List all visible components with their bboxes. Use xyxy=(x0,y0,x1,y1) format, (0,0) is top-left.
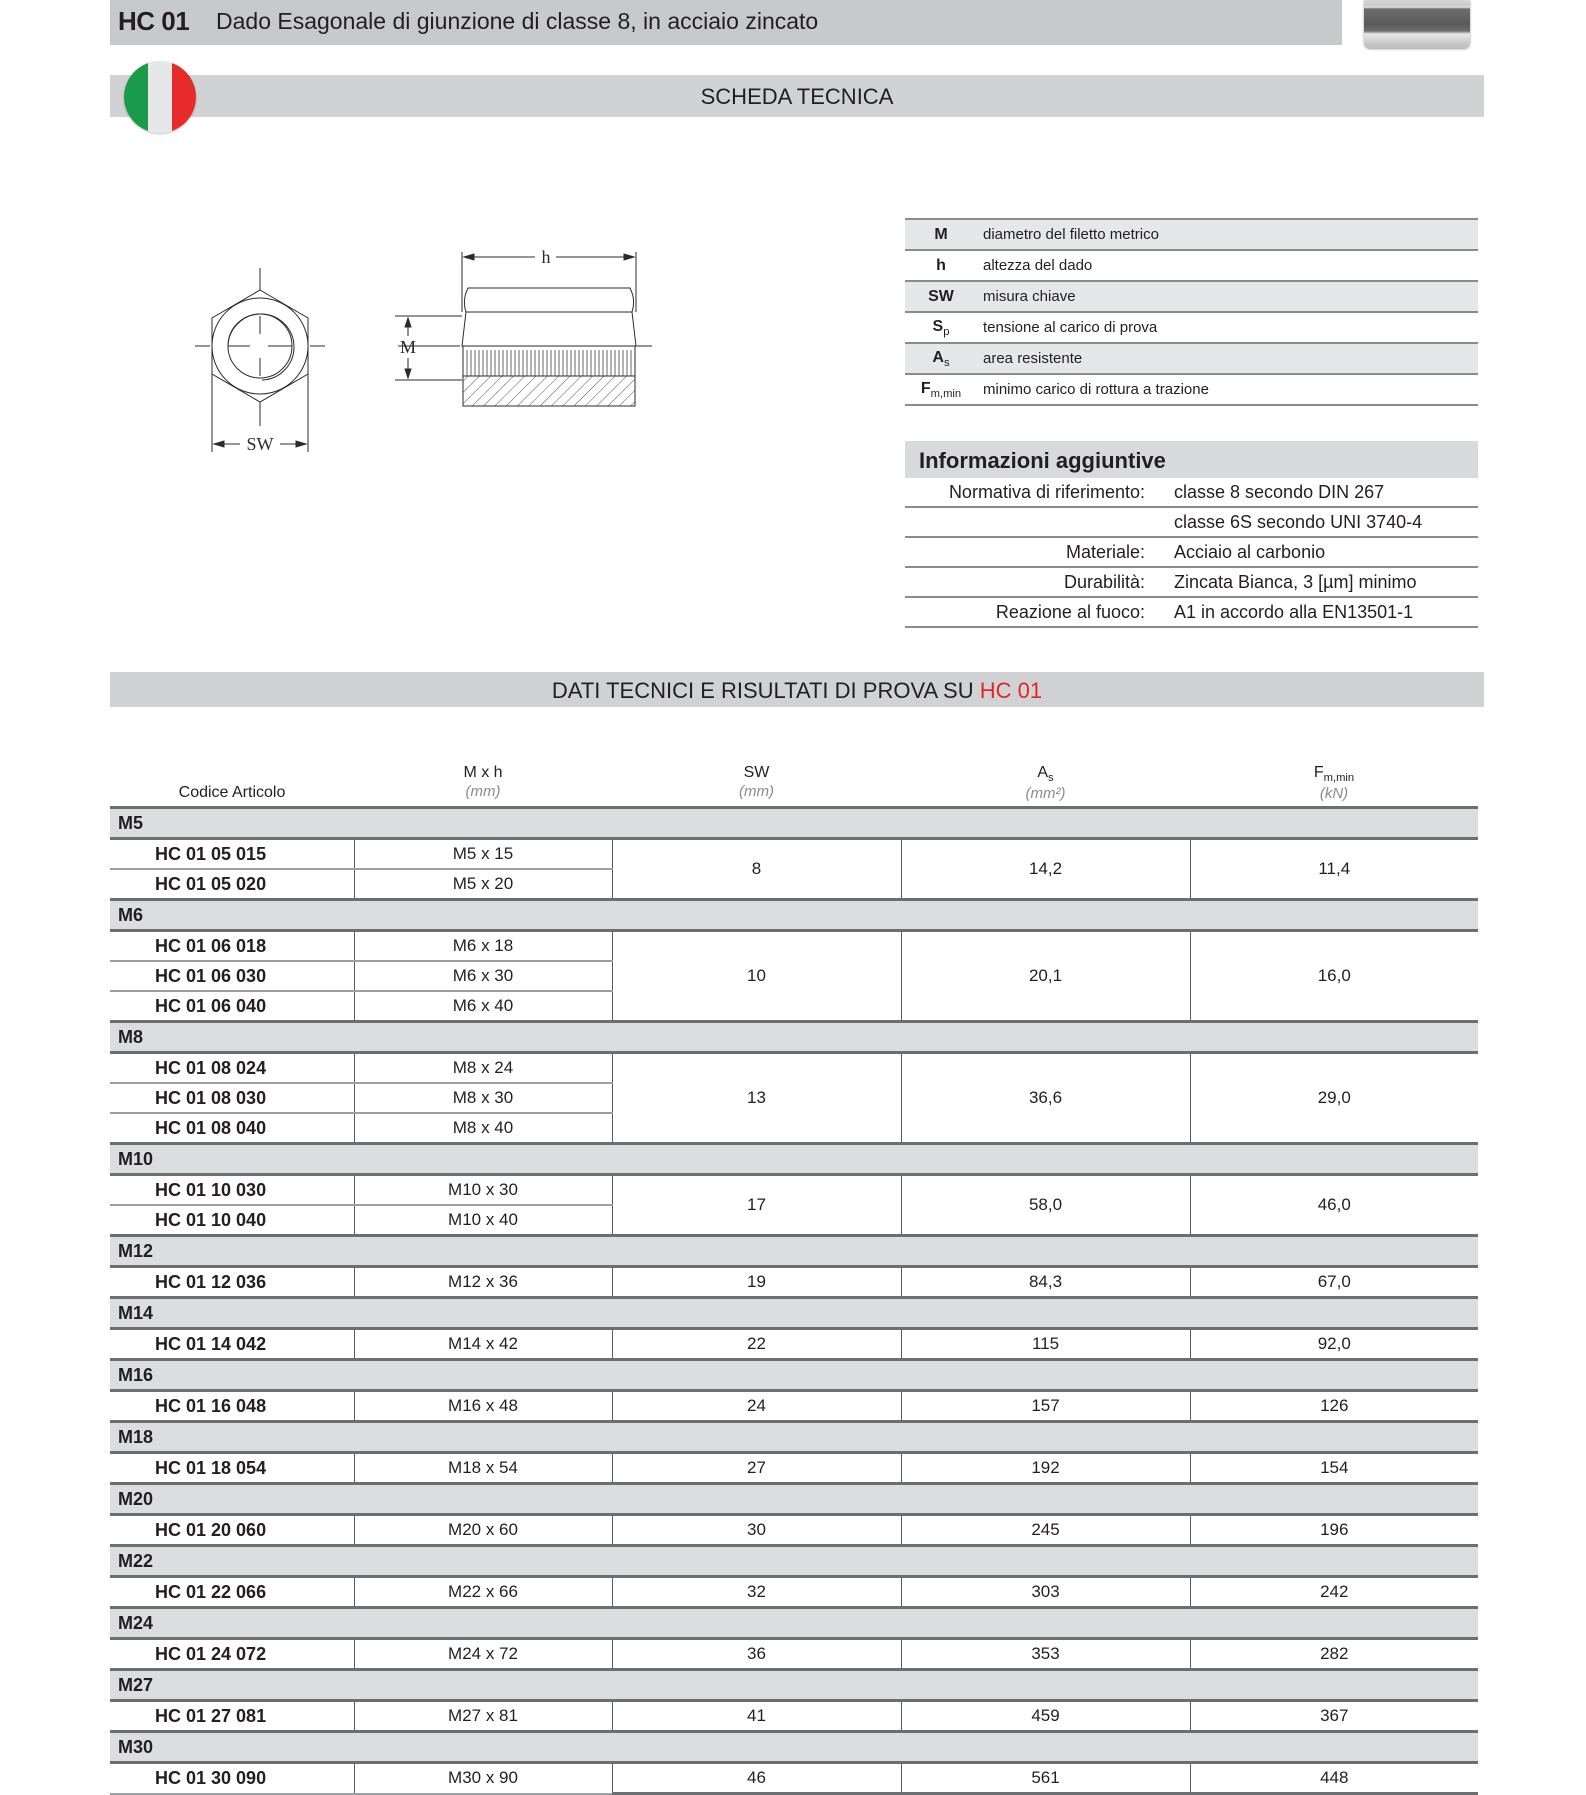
section-title-highlight: HC 01 xyxy=(979,678,1043,703)
article-code: HC 01 24 072 xyxy=(110,1639,354,1670)
wrench-size: 27 xyxy=(612,1453,901,1484)
legend-symbol: h xyxy=(936,256,946,274)
col-header-fm: $F_{m,min}$ (kN) xyxy=(1313,764,1355,802)
size-group-label: M6 xyxy=(110,900,1478,931)
size-mxh: M16 x 48 xyxy=(354,1391,612,1422)
min-breaking-load: 16,0 xyxy=(1190,931,1478,1022)
size-group-label: M10 xyxy=(110,1144,1478,1175)
size-group-row xyxy=(110,1484,1478,1515)
info-value: classe 8 secondo DIN 267 xyxy=(1157,478,1478,507)
legend-desc: diametro del filetto metrico xyxy=(977,219,1478,250)
info-table xyxy=(905,478,1478,628)
wrench-size: 8 xyxy=(612,839,901,900)
symbol-legend-table xyxy=(905,218,1478,406)
article-code: HC 01 10 030 xyxy=(110,1175,354,1206)
stress-area: 115 xyxy=(901,1329,1190,1360)
info-row xyxy=(905,478,1478,507)
table-row xyxy=(110,1515,1478,1546)
article-code: HC 01 18 054 xyxy=(110,1453,354,1484)
table-row xyxy=(110,1639,1478,1670)
table-row xyxy=(110,1701,1478,1732)
table-row xyxy=(110,1329,1478,1360)
legend-symbol: F xyxy=(920,379,931,397)
stress-area: 58,0 xyxy=(901,1175,1190,1236)
table-row xyxy=(110,1453,1478,1484)
article-code: HC 01 10 040 xyxy=(110,1205,354,1236)
info-value: Acciaio al carbonio xyxy=(1157,537,1478,567)
wrench-size: 13 xyxy=(612,1053,901,1144)
wrench-size: 46 xyxy=(612,1763,901,1794)
hex-front-view-icon xyxy=(195,268,325,454)
legend-symbol: A xyxy=(932,348,944,366)
min-breaking-load: 11,4 xyxy=(1190,839,1478,900)
stress-area: 303 xyxy=(901,1577,1190,1608)
size-mxh: M5 x 15 xyxy=(354,839,612,870)
size-group-row xyxy=(110,1608,1478,1639)
article-code: HC 01 22 066 xyxy=(110,1577,354,1608)
wrench-size: 24 xyxy=(612,1391,901,1422)
section-title: SCHEDA TECNICA xyxy=(700,84,894,109)
table-row xyxy=(110,1267,1478,1298)
article-code: HC 01 14 042 xyxy=(110,1329,354,1360)
size-mxh: M8 x 40 xyxy=(354,1113,612,1144)
wrench-size: 36 xyxy=(612,1639,901,1670)
size-group-label: M20 xyxy=(110,1484,1478,1515)
size-group-label: M18 xyxy=(110,1422,1478,1453)
size-group-row xyxy=(110,1546,1478,1577)
stress-area: 353 xyxy=(901,1639,1190,1670)
size-group-row xyxy=(110,1670,1478,1701)
side-view-icon xyxy=(395,247,652,406)
legend-subscript: m,min xyxy=(930,387,962,400)
size-mxh: M18 x 54 xyxy=(354,1453,612,1484)
size-group-label: M8 xyxy=(110,1022,1478,1053)
table-row xyxy=(110,1391,1478,1422)
size-group-row xyxy=(110,1732,1478,1763)
article-code: HC 01 08 040 xyxy=(110,1113,354,1144)
size-mxh: M30 x 90 xyxy=(354,1763,612,1794)
stress-area: 561 xyxy=(901,1763,1190,1794)
article-code: HC 01 08 030 xyxy=(110,1083,354,1113)
min-breaking-load: 154 xyxy=(1190,1453,1478,1484)
col-header-as: $A_s$ (mm²) xyxy=(1025,764,1066,802)
size-group-row xyxy=(110,1422,1478,1453)
min-breaking-load: 67,0 xyxy=(1190,1267,1478,1298)
article-code: HC 01 27 081 xyxy=(110,1701,354,1732)
size-mxh: M27 x 81 xyxy=(354,1701,612,1732)
legend-desc: altezza del dado xyxy=(977,250,1478,281)
legend-symbol: M xyxy=(934,225,948,243)
wrench-size: 19 xyxy=(612,1267,901,1298)
size-mxh: M6 x 18 xyxy=(354,931,612,962)
size-group-row xyxy=(110,1236,1478,1267)
stress-area: 14,2 xyxy=(901,839,1190,900)
stress-area: 157 xyxy=(901,1391,1190,1422)
legend-desc: tensione al carico di prova xyxy=(977,312,1478,343)
min-breaking-load: 242 xyxy=(1190,1577,1478,1608)
wrench-size: 41 xyxy=(612,1701,901,1732)
min-breaking-load: 367 xyxy=(1190,1701,1478,1732)
size-group-row xyxy=(110,1022,1478,1053)
info-row xyxy=(905,597,1478,627)
article-code: HC 01 20 060 xyxy=(110,1515,354,1546)
info-title: Informazioni aggiuntive xyxy=(919,448,1166,473)
svg-text:SW: SW xyxy=(246,434,274,454)
legend-row xyxy=(905,343,1478,374)
size-mxh: M8 x 30 xyxy=(354,1083,612,1113)
min-breaking-load: 282 xyxy=(1190,1639,1478,1670)
legend-row xyxy=(905,219,1478,250)
size-group-row xyxy=(110,900,1478,931)
size-mxh: M5 x 20 xyxy=(354,869,612,900)
article-code: HC 01 30 090 xyxy=(110,1763,354,1794)
legend-subscript: p xyxy=(943,325,950,338)
article-code: HC 01 06 030 xyxy=(110,961,354,991)
section-title-prefix: DATI TECNICI E RISULTATI DI PROVA SU xyxy=(551,678,980,703)
stress-area: 245 xyxy=(901,1515,1190,1546)
wrench-size: 10 xyxy=(612,931,901,1022)
size-group-label: M12 xyxy=(110,1236,1478,1267)
technical-data-table xyxy=(110,806,1478,1795)
article-code: HC 01 05 020 xyxy=(110,869,354,900)
legend-row xyxy=(905,250,1478,281)
section-header-dati xyxy=(110,672,1484,707)
info-key: Normativa di riferimento: xyxy=(905,478,1157,507)
size-group-row xyxy=(110,1298,1478,1329)
product-code: HC 01 xyxy=(118,6,190,36)
product-title: Dado Esagonale di giunzione di classe 8, in acciaio zincato xyxy=(216,8,819,34)
legend-desc: minimo carico di rottura a trazione xyxy=(977,374,1478,405)
legend-row xyxy=(905,374,1478,405)
legend-subscript: s xyxy=(943,356,950,369)
min-breaking-load: 448 xyxy=(1190,1763,1478,1794)
stress-area: 84,3 xyxy=(901,1267,1190,1298)
info-value: A1 in accordo alla EN13501-1 xyxy=(1157,597,1478,627)
technical-drawing xyxy=(150,230,710,470)
info-row xyxy=(905,567,1478,597)
size-mxh: M20 x 60 xyxy=(354,1515,612,1546)
col-header-code: Codice Articolo xyxy=(178,784,286,801)
size-group-label: M16 xyxy=(110,1360,1478,1391)
article-code: HC 01 16 048 xyxy=(110,1391,354,1422)
table-row xyxy=(110,839,1478,870)
size-mxh: M12 x 36 xyxy=(354,1267,612,1298)
table-row xyxy=(110,1763,1478,1794)
size-group-label: M14 xyxy=(110,1298,1478,1329)
col-header-sw: SW (mm) xyxy=(739,764,774,800)
italy-flag-icon xyxy=(124,61,196,133)
size-group-label: M24 xyxy=(110,1608,1478,1639)
wrench-size: 22 xyxy=(612,1329,901,1360)
stress-area: 192 xyxy=(901,1453,1190,1484)
table-header xyxy=(110,755,1478,808)
min-breaking-load: 46,0 xyxy=(1190,1175,1478,1236)
article-code: HC 01 06 040 xyxy=(110,991,354,1022)
product-photo xyxy=(1364,0,1470,48)
info-key: Reazione al fuoco: xyxy=(905,597,1157,627)
col-header-mxh: M x h (mm) xyxy=(463,764,503,800)
size-group-row xyxy=(110,1360,1478,1391)
size-group-label: M22 xyxy=(110,1546,1478,1577)
info-key xyxy=(905,507,1157,537)
legend-desc: misura chiave xyxy=(977,281,1478,312)
article-code: HC 01 08 024 xyxy=(110,1053,354,1084)
info-key: Materiale: xyxy=(905,537,1157,567)
section-title xyxy=(110,678,1484,704)
legend-row xyxy=(905,312,1478,343)
wrench-size: 30 xyxy=(612,1515,901,1546)
stress-area: 36,6 xyxy=(901,1053,1190,1144)
legend-symbol: SW xyxy=(928,287,954,305)
article-code: HC 01 06 018 xyxy=(110,931,354,962)
table-row xyxy=(110,931,1478,962)
stress-area: 20,1 xyxy=(901,931,1190,1022)
size-mxh: M10 x 30 xyxy=(354,1175,612,1206)
info-row xyxy=(905,507,1478,537)
size-mxh: M10 x 40 xyxy=(354,1205,612,1236)
size-mxh: M8 x 24 xyxy=(354,1053,612,1084)
size-mxh: M6 x 30 xyxy=(354,961,612,991)
size-mxh: M6 x 40 xyxy=(354,991,612,1022)
size-group-label: M5 xyxy=(110,808,1478,839)
svg-text:M: M xyxy=(399,337,417,357)
legend-row xyxy=(905,281,1478,312)
stress-area: 459 xyxy=(901,1701,1190,1732)
section-header-scheda xyxy=(110,75,1484,117)
size-group-row xyxy=(110,808,1478,839)
info-value: Zincata Bianca, 3 [µm] minimo xyxy=(1157,567,1478,597)
size-mxh: M22 x 66 xyxy=(354,1577,612,1608)
article-code: HC 01 05 015 xyxy=(110,839,354,870)
info-header xyxy=(905,441,1478,478)
info-value: classe 6S secondo UNI 3740-4 xyxy=(1157,507,1478,537)
min-breaking-load: 126 xyxy=(1190,1391,1478,1422)
min-breaking-load: 196 xyxy=(1190,1515,1478,1546)
legend-desc: area resistente xyxy=(977,343,1478,374)
article-code: HC 01 12 036 xyxy=(110,1267,354,1298)
size-mxh: M24 x 72 xyxy=(354,1639,612,1670)
info-row xyxy=(905,537,1478,567)
table-row xyxy=(110,1053,1478,1084)
legend-symbol: S xyxy=(932,317,944,335)
table-row xyxy=(110,1577,1478,1608)
size-group-label: M30 xyxy=(110,1732,1478,1763)
table-row xyxy=(110,1175,1478,1206)
info-key: Durabilità: xyxy=(905,567,1157,597)
size-group-row xyxy=(110,1144,1478,1175)
wrench-size: 32 xyxy=(612,1577,901,1608)
min-breaking-load: 29,0 xyxy=(1190,1053,1478,1144)
wrench-size: 17 xyxy=(612,1175,901,1236)
svg-text:h: h xyxy=(541,247,551,267)
size-mxh: M14 x 42 xyxy=(354,1329,612,1360)
size-group-label: M27 xyxy=(110,1670,1478,1701)
min-breaking-load: 92,0 xyxy=(1190,1329,1478,1360)
